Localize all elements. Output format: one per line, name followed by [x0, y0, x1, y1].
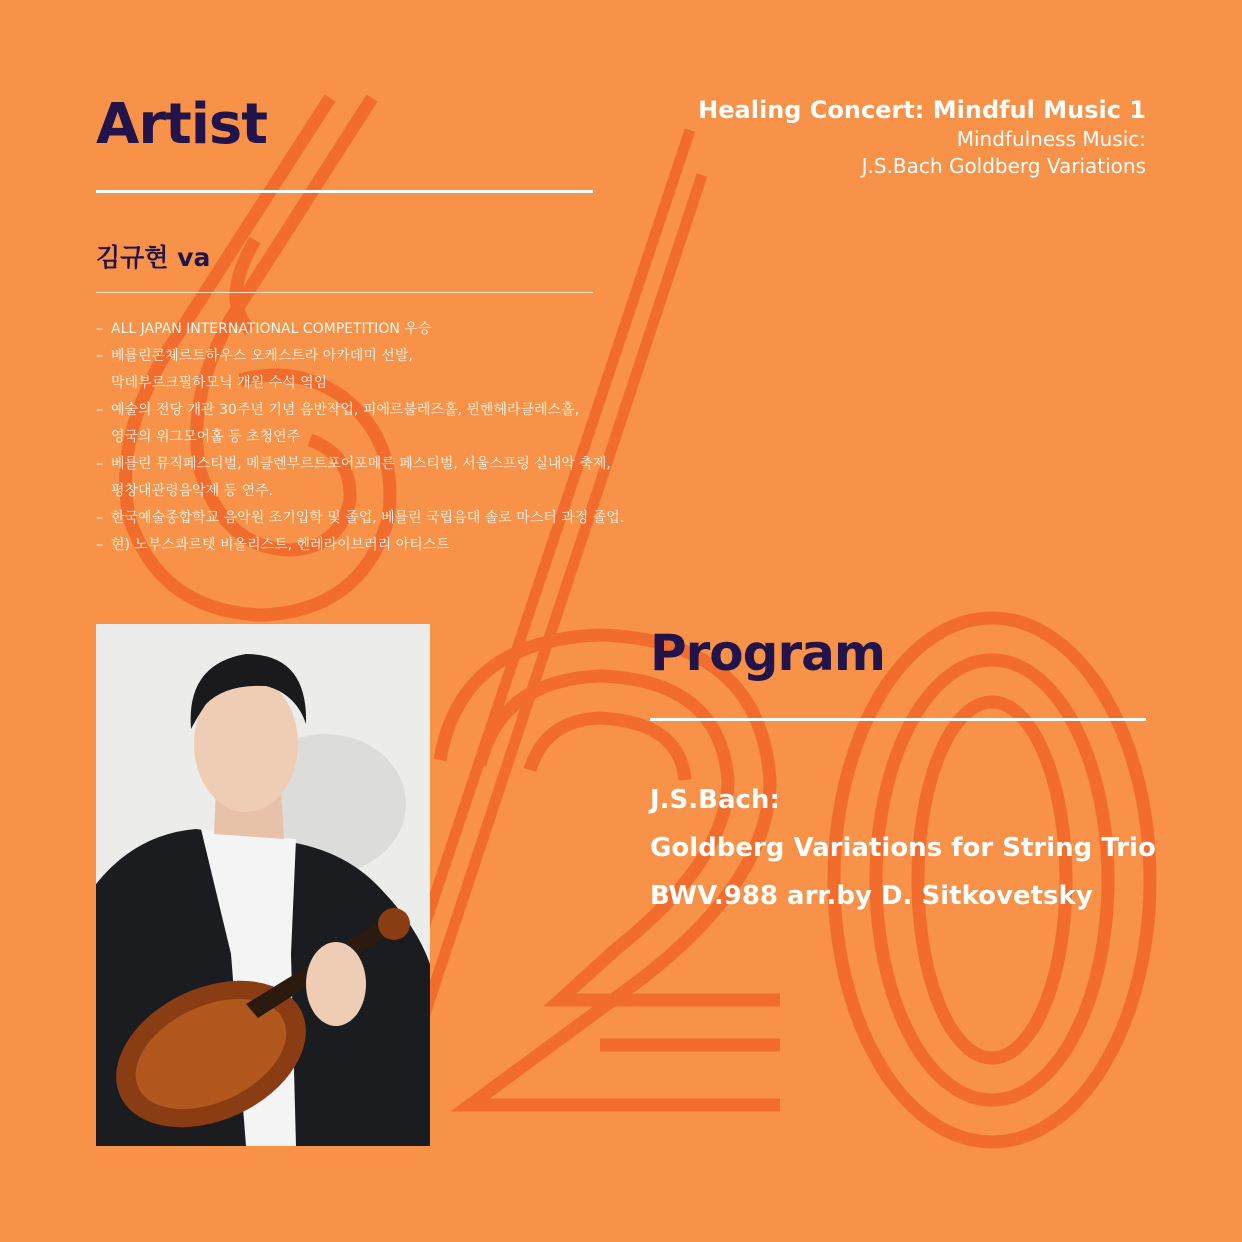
artist-photo	[96, 624, 430, 1146]
artist-heading: Artist	[96, 92, 268, 157]
bio-item: – 베를린 뮤직페스티벌, 메클렌부르트포어포메른 페스티벌, 서울스프링 실내악 축제, 평창대관령음악제 등 연주.	[96, 451, 626, 505]
program-heading: Program	[650, 624, 885, 682]
concert-subtitle-line2: J.S.Bach Goldberg Variations	[861, 154, 1146, 178]
program-line-composer: J.S.Bach:	[650, 785, 780, 815]
artist-bio-list	[96, 316, 626, 559]
bio-item: – ALL JAPAN INTERNATIONAL COMPETITION 우승	[96, 316, 626, 343]
bio-item: – 현) 노부스콰르텟 비올리스트, 헨레라이브러리 아티스트	[96, 532, 626, 559]
concert-info	[698, 94, 1146, 180]
bio-item: – 베를린콘체르트하우스 오케스트라 아카데미 선발, 막데부르크필하모닉 개원 수석 역임	[96, 343, 626, 397]
bio-item: – 한국예술종합학교 음악원 조기입학 및 졸업, 베를린 국립음대 솔로 마스터 과정 졸업.	[96, 505, 626, 532]
program-heading-divider	[650, 718, 1146, 721]
artist-heading-divider	[96, 190, 593, 193]
bio-item: – 예술의 전당 개관 30주년 기념 음반작업, 피에르불레즈홀, 뮌헨헤라클레스홀, 영국의 위그모어홀 등 초청연주	[96, 397, 626, 451]
concert-title: Healing Concert: Mindful Music 1	[698, 96, 1146, 124]
program-line-catalog: BWV.988 arr.by D. Sitkovetsky	[650, 881, 1093, 911]
artist-name-divider	[96, 292, 593, 293]
program-line-work: Goldberg Variations for String Trio	[650, 833, 1156, 863]
artist-name: 김규현 va	[96, 243, 211, 272]
program-details	[650, 776, 1210, 920]
concert-subtitle-line1: Mindfulness Music:	[956, 127, 1146, 151]
